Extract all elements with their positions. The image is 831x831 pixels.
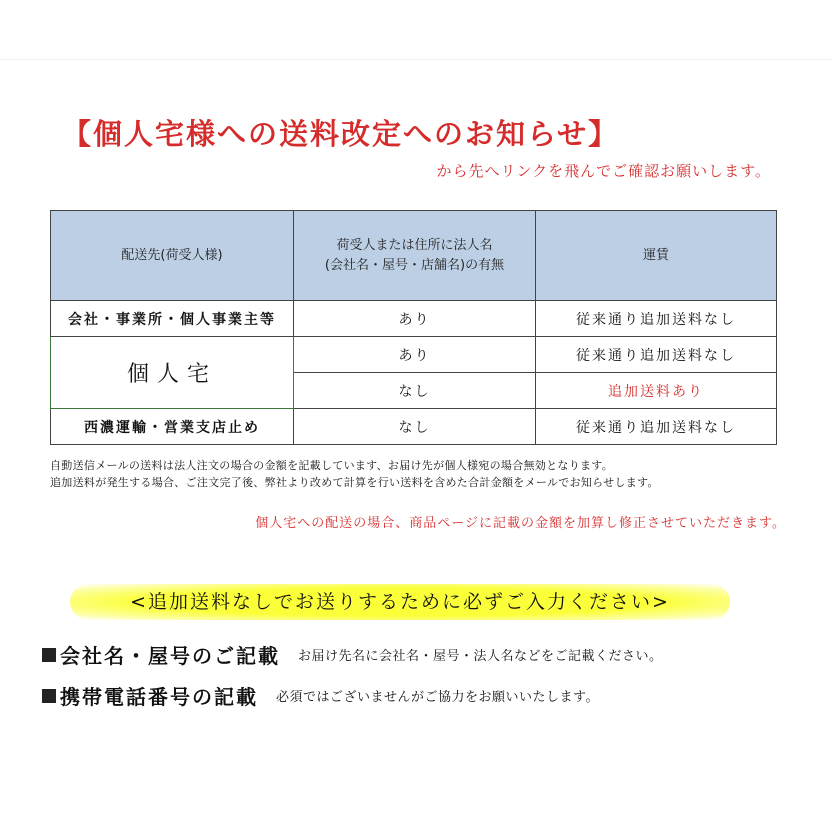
item-heading: 携帯電話番号の記載: [60, 685, 258, 709]
cell-destination: 西濃運輸・営業支店止め: [51, 409, 294, 445]
table-row: [51, 301, 777, 337]
requirement-item: [42, 640, 663, 669]
top-divider: [0, 59, 831, 60]
red-note: 個人宅への配送の場合、商品ページに記載の金額を加算し修正させていただきます。: [255, 516, 786, 531]
note-line: 自動送信メールの送料は法人注文の場合の金額を記載しています、お届け先が個人様宛の場合無効となります。: [50, 459, 614, 472]
cell-fare: 追加送料あり: [536, 373, 777, 409]
highlight-banner: <追加送料なしでお送りするために必ずご入力ください>: [70, 584, 730, 620]
notice-title: 【個人宅様への送料改定へのお知らせ】: [62, 117, 620, 151]
table-row: [51, 409, 777, 445]
cell-corporate: なし: [294, 409, 536, 445]
requirement-item: [42, 681, 599, 710]
square-bullet-icon: [42, 689, 56, 703]
note-line: 追加送料が発生する場合、ご注文完了後、弊社より改めて計算を行い送料を含めた合計金額をメールでお知らせします。: [50, 476, 659, 489]
item-description: 必須ではございませんがご協力をお願いいたします。: [276, 690, 599, 705]
table-header-row: [51, 211, 777, 301]
item-description: お届け先名に会社名・屋号・法人名などをご記載ください。: [298, 649, 663, 664]
header-fare: 運賃: [536, 211, 777, 301]
table-row: [51, 337, 777, 373]
header-corporate-name: [294, 211, 536, 301]
cell-fare: 従来通り追加送料なし: [536, 409, 777, 445]
cell-fare: 従来通り追加送料なし: [536, 301, 777, 337]
cell-corporate: なし: [294, 373, 536, 409]
notice-subtitle: から先へリンクを飛んでご確認お願いします。: [436, 162, 771, 180]
header-destination: 配送先(荷受人様): [51, 211, 294, 301]
square-bullet-icon: [42, 648, 56, 662]
item-heading: 会社名・屋号のご記載: [60, 644, 280, 668]
header-line: (会社名・屋号・店舗名)の有無: [324, 257, 505, 273]
cell-corporate: あり: [294, 337, 536, 373]
header-line: 荷受人または住所に法人名: [336, 237, 493, 253]
cell-destination: 個人宅: [51, 337, 294, 409]
shipping-fee-table: [50, 210, 777, 445]
cell-destination: 会社・事業所・個人事業主等: [51, 301, 294, 337]
cell-corporate: あり: [294, 301, 536, 337]
cell-fare: 従来通り追加送料なし: [536, 337, 777, 373]
